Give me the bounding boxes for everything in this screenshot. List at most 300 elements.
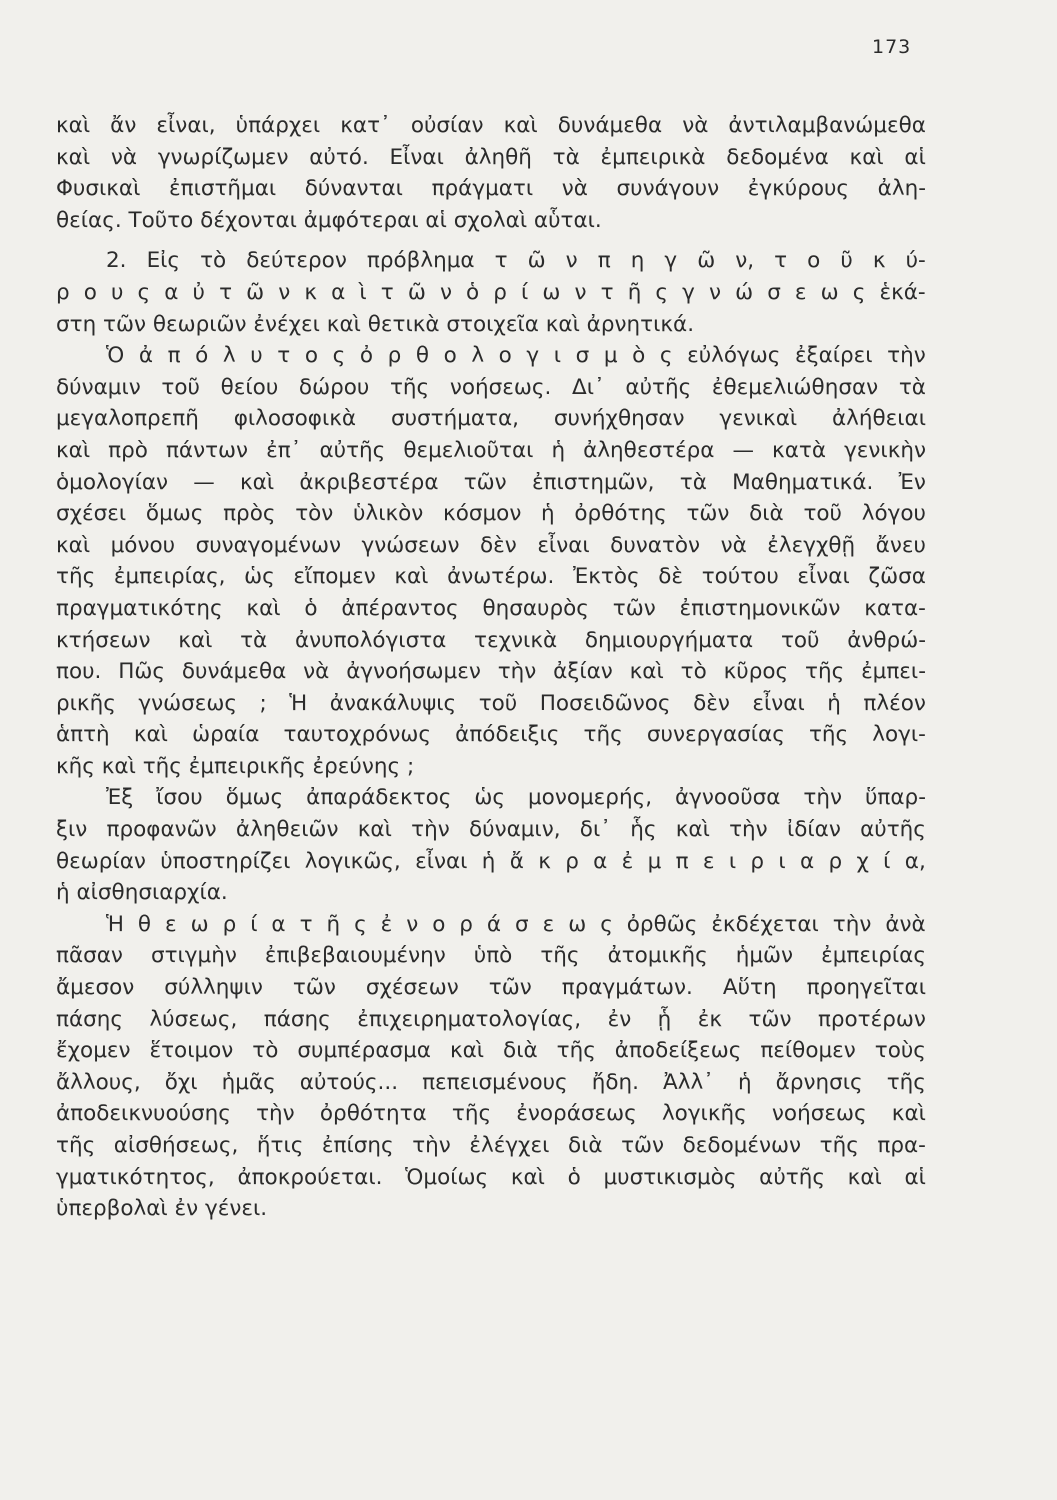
word: ἐπιβεβαιουμένην bbox=[264, 943, 446, 969]
word: τὰ bbox=[552, 144, 580, 170]
text-line bbox=[56, 277, 926, 309]
word: α bbox=[799, 848, 815, 874]
word: συμπέρασμα bbox=[297, 1038, 431, 1064]
word: Μαθηματικά. bbox=[732, 469, 874, 495]
word: αὐτῆς bbox=[625, 374, 692, 400]
word: ἐ bbox=[621, 848, 634, 874]
word: ο bbox=[443, 343, 457, 369]
word: ἕτοιμον bbox=[149, 1038, 234, 1064]
word: ῦ bbox=[840, 248, 853, 274]
word: ἀληθεστέρα bbox=[583, 437, 715, 463]
word: ἀνυπολόγιστα bbox=[294, 627, 447, 653]
word: ν bbox=[439, 279, 452, 305]
word: κῦρος bbox=[723, 659, 789, 685]
word: εἴπομεν bbox=[293, 564, 376, 590]
word: τῶν bbox=[292, 975, 336, 1001]
word: ἐθεμελιώθησαν bbox=[711, 374, 879, 400]
word: ί bbox=[250, 911, 258, 937]
word: γματικότητος, bbox=[56, 1164, 215, 1190]
word: ἐμπει- bbox=[861, 659, 926, 685]
word: γνωρίζωμεν bbox=[157, 144, 289, 170]
word: ἀνὰ bbox=[885, 911, 926, 937]
word: τὸ bbox=[252, 1038, 279, 1064]
word: τ bbox=[494, 248, 508, 274]
word: θ bbox=[415, 343, 429, 369]
word: ω bbox=[820, 279, 839, 305]
word: ἧς bbox=[630, 817, 657, 843]
word: γενικαὶ bbox=[719, 406, 798, 432]
word: προηγεῖται bbox=[806, 975, 926, 1001]
word: ἐπιχειρηματολογίας, bbox=[357, 1006, 582, 1032]
word: ἥτις bbox=[256, 1133, 304, 1158]
word: Πῶς bbox=[118, 659, 166, 685]
word: τοῦ bbox=[780, 627, 820, 653]
word: λ bbox=[222, 343, 236, 369]
word: δεδομένων bbox=[682, 1133, 802, 1158]
word: πλέον bbox=[863, 690, 926, 716]
word: τὴν bbox=[411, 817, 450, 843]
text-line bbox=[56, 1098, 926, 1130]
word: τῶν bbox=[748, 1006, 792, 1032]
word: αἱ bbox=[904, 144, 926, 170]
text-line bbox=[56, 110, 926, 142]
word: γνώσεων bbox=[361, 532, 460, 558]
word: ὕπαρ- bbox=[864, 785, 926, 811]
word: δὲ bbox=[658, 564, 684, 590]
word: τὰ bbox=[679, 469, 707, 495]
word: α bbox=[331, 279, 346, 305]
word: τὸν bbox=[295, 501, 334, 527]
word: πᾶσαν bbox=[56, 943, 123, 969]
text-line bbox=[56, 972, 926, 1004]
text-line bbox=[56, 372, 926, 404]
word: ἀποδείξεως bbox=[614, 1038, 742, 1064]
word: τὴν bbox=[729, 817, 768, 843]
word: δυνάμεθα bbox=[181, 659, 287, 685]
word: κτήσεων bbox=[56, 627, 151, 653]
word: Δι᾽ bbox=[572, 374, 605, 400]
word: τῶν bbox=[463, 469, 507, 495]
word: ἔχομεν bbox=[56, 1038, 131, 1064]
word: σ bbox=[767, 279, 781, 305]
word: ἰδίαν bbox=[786, 817, 841, 843]
word: πρὸς bbox=[223, 501, 276, 527]
word: ἀ bbox=[138, 343, 154, 369]
text-line bbox=[56, 909, 926, 941]
text-line: ὑπερβολαὶ ἐν γένει. bbox=[56, 1196, 268, 1222]
word: ὡς bbox=[474, 785, 506, 811]
word: πάντων bbox=[165, 437, 249, 463]
word: ν bbox=[406, 911, 419, 937]
word: δυνατὸν bbox=[610, 532, 701, 558]
word: ἀντιλαμβανώμεθα bbox=[728, 113, 926, 138]
word: ρ bbox=[222, 911, 237, 937]
word: τὴν bbox=[497, 659, 537, 685]
word: καὶ bbox=[394, 564, 429, 590]
word: θησαυρὸς bbox=[482, 595, 589, 621]
word: ἀπόδειξις bbox=[455, 722, 560, 748]
word: γ bbox=[526, 343, 540, 369]
word: λ bbox=[471, 343, 485, 369]
word: α bbox=[271, 911, 286, 937]
word: π bbox=[597, 248, 611, 274]
word: τῶν bbox=[686, 501, 730, 527]
word: κ bbox=[538, 848, 551, 874]
word: ς bbox=[354, 911, 367, 937]
word: αὐτό. bbox=[309, 144, 369, 170]
word: τ bbox=[299, 911, 313, 937]
word: συνεργασίας bbox=[646, 722, 785, 748]
word: τῆς bbox=[819, 1133, 859, 1158]
word: τ bbox=[219, 279, 233, 305]
word: ἄ bbox=[509, 848, 524, 874]
word: συνάγουν bbox=[616, 176, 720, 202]
word: ἡμῶν bbox=[735, 943, 794, 969]
word: ἐλεγχθῇ bbox=[767, 532, 856, 558]
word: Ἡ bbox=[106, 911, 124, 937]
word: τοῦ bbox=[161, 374, 200, 400]
word: ί bbox=[521, 279, 529, 305]
word: λόγου bbox=[861, 501, 926, 527]
word: σχέσεων bbox=[365, 975, 459, 1001]
word: ὶ bbox=[359, 279, 367, 305]
word: υ bbox=[111, 279, 124, 305]
word: ἀποκρούεται. bbox=[237, 1164, 383, 1190]
word: ρ bbox=[387, 343, 402, 369]
word: — bbox=[193, 469, 215, 495]
text-line bbox=[56, 340, 926, 372]
word: ἐγκύρους bbox=[747, 176, 850, 202]
word: ύ- bbox=[905, 248, 926, 274]
word: ἐ bbox=[380, 911, 393, 937]
word: τ bbox=[600, 279, 614, 305]
word: πάσης bbox=[263, 1006, 331, 1032]
text-line bbox=[56, 656, 926, 688]
word: δύνανται bbox=[304, 176, 403, 202]
word: δὲν bbox=[693, 690, 730, 716]
word: τῆς bbox=[886, 1069, 926, 1095]
word: σχέσει bbox=[56, 501, 127, 527]
word: ξιν bbox=[56, 817, 88, 843]
word: ὁ bbox=[567, 1164, 581, 1190]
word: θεωρίαν bbox=[56, 848, 146, 874]
word: ἡ bbox=[551, 437, 566, 463]
word: ῶ bbox=[527, 248, 546, 274]
word: μ bbox=[603, 343, 618, 369]
word: πάσης bbox=[56, 1006, 123, 1032]
word: τῶν bbox=[488, 975, 532, 1001]
word: ὑπάρχει bbox=[235, 113, 321, 138]
word: δώρου bbox=[298, 374, 370, 400]
word: τοῦ bbox=[478, 690, 518, 716]
word: τῆς bbox=[389, 374, 430, 400]
word: ἀτομικῆς bbox=[607, 943, 708, 969]
word: εἶναι bbox=[415, 848, 468, 874]
word: κόσμον bbox=[443, 501, 522, 527]
word: καὶ bbox=[847, 1164, 882, 1190]
word: οὐσίαν bbox=[410, 113, 484, 138]
word: Φυσικαὶ bbox=[56, 176, 141, 202]
word: ρ bbox=[459, 911, 473, 937]
word: ἄρνησις bbox=[775, 1069, 863, 1095]
word: τὴν bbox=[803, 785, 843, 811]
word: τῆς bbox=[583, 722, 623, 748]
word: πράγματι bbox=[431, 176, 534, 202]
word: νὰ bbox=[110, 144, 138, 170]
word: πρὸ bbox=[108, 437, 148, 463]
word: π bbox=[675, 848, 689, 874]
word: νὰ bbox=[303, 659, 330, 685]
word: ἐκδέχεται bbox=[711, 911, 819, 937]
word: Αὕτη bbox=[722, 975, 777, 1001]
text-line bbox=[56, 1162, 926, 1194]
word: ἄμεσον bbox=[56, 975, 135, 1001]
text-line bbox=[56, 1067, 926, 1099]
word: ς bbox=[137, 279, 151, 305]
word: κατ᾽ bbox=[340, 113, 391, 138]
word: η bbox=[630, 248, 645, 274]
word: γ bbox=[682, 279, 695, 305]
text-line bbox=[56, 593, 926, 625]
word: εὐλόγως bbox=[687, 343, 781, 369]
word: ὁμολογίαν bbox=[56, 469, 169, 495]
text-line bbox=[56, 561, 926, 593]
word: ὅμως bbox=[145, 501, 204, 527]
word: ώ bbox=[735, 279, 754, 305]
word: πείθομεν bbox=[760, 1038, 856, 1064]
word: ἀγνοοῦσα bbox=[675, 785, 781, 811]
text-line bbox=[56, 142, 926, 174]
word: ω bbox=[542, 279, 561, 305]
word: διὰ bbox=[567, 1133, 603, 1158]
word: ἀνακάλυψις bbox=[329, 690, 457, 716]
word: καὶ bbox=[675, 817, 710, 843]
text-line bbox=[56, 846, 926, 878]
text-line bbox=[56, 688, 926, 720]
word: πραγματικότης bbox=[56, 595, 223, 621]
text-line bbox=[56, 719, 926, 751]
word: ε bbox=[794, 279, 807, 305]
word: ἐπιστημονικῶν bbox=[679, 595, 841, 621]
word: συστήματα, bbox=[390, 406, 520, 432]
word: ς bbox=[852, 279, 866, 305]
word: προτέρων bbox=[817, 1006, 926, 1032]
word: ο bbox=[498, 343, 512, 369]
word: τῆς bbox=[805, 659, 845, 685]
word: Ἐκτὸς bbox=[572, 564, 640, 590]
word: τεχνικὰ bbox=[474, 627, 558, 653]
word: εἶναι bbox=[537, 532, 590, 558]
word: Εἰς bbox=[146, 248, 181, 274]
word: ἀξίαν bbox=[553, 659, 613, 685]
word: τῆς bbox=[56, 564, 96, 590]
word: α, bbox=[904, 848, 926, 874]
word: 2. bbox=[106, 248, 127, 274]
text-line bbox=[56, 498, 926, 530]
text-line: θείας. Τοῦτο δέχονται ἀμφότεραι αἱ σχολαὶ αὗται. bbox=[56, 207, 602, 233]
word: ἐλέγχει bbox=[469, 1133, 550, 1158]
word: ὀρθότητα bbox=[319, 1101, 427, 1127]
word: αὐτῆς bbox=[759, 1164, 825, 1190]
word: τῆς bbox=[451, 1101, 492, 1127]
word: ε bbox=[542, 911, 555, 937]
word: ι bbox=[778, 848, 786, 874]
word: Ἀλλ᾽ bbox=[663, 1069, 714, 1095]
word: καὶ bbox=[357, 817, 392, 843]
word: ν bbox=[574, 279, 587, 305]
word: προφανῶν bbox=[106, 817, 217, 843]
word: ω bbox=[568, 911, 587, 937]
word: γενικὴν bbox=[844, 437, 926, 463]
word: ὡραία bbox=[192, 722, 260, 748]
word: ρ bbox=[56, 279, 70, 305]
word: κατὰ bbox=[772, 437, 827, 463]
word: ἡ bbox=[737, 1069, 752, 1095]
word: τοῦ bbox=[803, 501, 842, 527]
word: ἡ bbox=[827, 690, 841, 716]
word: ῶ bbox=[407, 279, 426, 305]
word: ο bbox=[83, 279, 97, 305]
word: ἄν bbox=[110, 113, 137, 138]
word: ἀνθρώ- bbox=[847, 627, 926, 653]
word: ε bbox=[165, 911, 177, 937]
word: π bbox=[167, 343, 181, 369]
word: μυστικισμὸς bbox=[603, 1164, 737, 1190]
word: ἐξαίρει bbox=[794, 343, 873, 369]
word: νοήσεως. bbox=[449, 374, 552, 400]
word: δεδομένα bbox=[726, 144, 829, 170]
word: ἀγνοήσωμεν bbox=[346, 659, 481, 685]
text-line bbox=[56, 1035, 926, 1067]
word: ο bbox=[432, 911, 446, 937]
word: α bbox=[164, 279, 179, 305]
word: ς bbox=[655, 279, 669, 305]
word: ο bbox=[807, 248, 821, 274]
word: τῆς bbox=[808, 722, 849, 748]
text-line bbox=[56, 940, 926, 972]
text-line bbox=[56, 435, 926, 467]
word: ῆ bbox=[627, 279, 642, 305]
word: ταυτοχρόνως bbox=[283, 722, 432, 748]
word: εἶναι, bbox=[156, 113, 216, 138]
word: δὲν bbox=[480, 532, 517, 558]
word: ῆ bbox=[326, 911, 341, 937]
word: καὶ bbox=[56, 532, 91, 558]
word: κ bbox=[304, 279, 318, 305]
text-line bbox=[56, 625, 926, 657]
word: ς bbox=[600, 911, 613, 937]
text-line bbox=[56, 782, 926, 814]
word: ρικῆς bbox=[56, 690, 116, 716]
word: διὰ bbox=[749, 501, 784, 527]
word: φιλοσοφικὰ bbox=[233, 406, 357, 432]
body-text bbox=[56, 110, 926, 1225]
word: ὀρθότης bbox=[574, 501, 667, 527]
word: Ὁ bbox=[106, 343, 125, 369]
word: δύναμιν bbox=[56, 374, 141, 400]
word: δυνάμεθα bbox=[557, 113, 663, 138]
word: ρ bbox=[750, 848, 765, 874]
word: εἶναι bbox=[752, 690, 805, 716]
word: ν bbox=[708, 279, 721, 305]
word: ῶ bbox=[246, 279, 265, 305]
word: συναγομένων bbox=[195, 532, 342, 558]
word: ὁ bbox=[466, 279, 480, 305]
word: — bbox=[732, 437, 754, 463]
word: μ bbox=[647, 848, 662, 874]
word: λύσεως, bbox=[149, 1006, 238, 1032]
word: Ἐξ bbox=[106, 785, 134, 811]
word: δημιουργήματα bbox=[584, 627, 754, 653]
word: δι᾽ bbox=[579, 817, 611, 843]
word: ἐν bbox=[607, 1006, 632, 1032]
word: ἁπτὴ bbox=[56, 722, 110, 748]
word: μεγαλοπρεπῆ bbox=[56, 406, 199, 432]
word: σ bbox=[575, 343, 590, 369]
word: ν bbox=[278, 279, 291, 305]
word: θεμελιοῦται bbox=[403, 437, 534, 463]
word: ὀρθῶς bbox=[626, 911, 698, 937]
word: κατα- bbox=[864, 595, 926, 621]
word: καὶ bbox=[849, 144, 884, 170]
word: ὑποστηρίζει bbox=[160, 848, 291, 874]
text-line bbox=[56, 1004, 926, 1036]
word: ἀπέραντος bbox=[341, 595, 459, 621]
word: τὰ bbox=[898, 374, 926, 400]
word: σύλληψιν bbox=[164, 975, 263, 1001]
word: ἐπιστῆμαι bbox=[169, 176, 277, 202]
word: ἡ bbox=[541, 501, 555, 527]
word: σ bbox=[515, 911, 529, 937]
word: ρ bbox=[828, 848, 843, 874]
word: γνώσεως bbox=[138, 690, 237, 716]
word: ; bbox=[259, 690, 267, 716]
text-line bbox=[56, 173, 926, 205]
word: στιγμὴν bbox=[150, 943, 237, 969]
word: ὀ bbox=[359, 343, 373, 369]
word: ὡς bbox=[244, 564, 275, 590]
word: τῆς bbox=[540, 943, 580, 969]
word: λογι- bbox=[872, 722, 926, 748]
word: αὐτῆς bbox=[319, 437, 386, 463]
word: τὴν bbox=[412, 1133, 451, 1158]
word: ἀπαράδεκτος bbox=[306, 785, 452, 811]
word: ὅμως bbox=[225, 785, 284, 811]
word: ἑκά- bbox=[879, 279, 926, 305]
word: α bbox=[593, 848, 608, 874]
word: διὰ bbox=[503, 1038, 538, 1064]
word: ὑπὸ bbox=[473, 943, 513, 969]
word: καὶ bbox=[246, 595, 281, 621]
word: μόνου bbox=[110, 532, 176, 558]
word: νὰ bbox=[720, 532, 747, 558]
word: ἐμπειρίας, bbox=[113, 564, 226, 590]
word: καὶ bbox=[510, 1164, 545, 1190]
word: καὶ bbox=[503, 113, 538, 138]
text-line bbox=[56, 814, 926, 846]
word: ἐπ᾽ bbox=[266, 437, 302, 463]
word: καὶ bbox=[133, 722, 168, 748]
word: Ἐν bbox=[898, 469, 926, 495]
word: καὶ bbox=[629, 659, 664, 685]
word: ἐπιστημῶν, bbox=[531, 469, 655, 495]
word: τὰ bbox=[240, 627, 268, 653]
word: συνήχθησαν bbox=[553, 406, 685, 432]
word: δεύτερον bbox=[246, 248, 347, 274]
word: ἡμᾶς bbox=[221, 1069, 276, 1095]
page-number: 173 bbox=[872, 36, 912, 58]
word: ᾗ bbox=[657, 1006, 672, 1032]
